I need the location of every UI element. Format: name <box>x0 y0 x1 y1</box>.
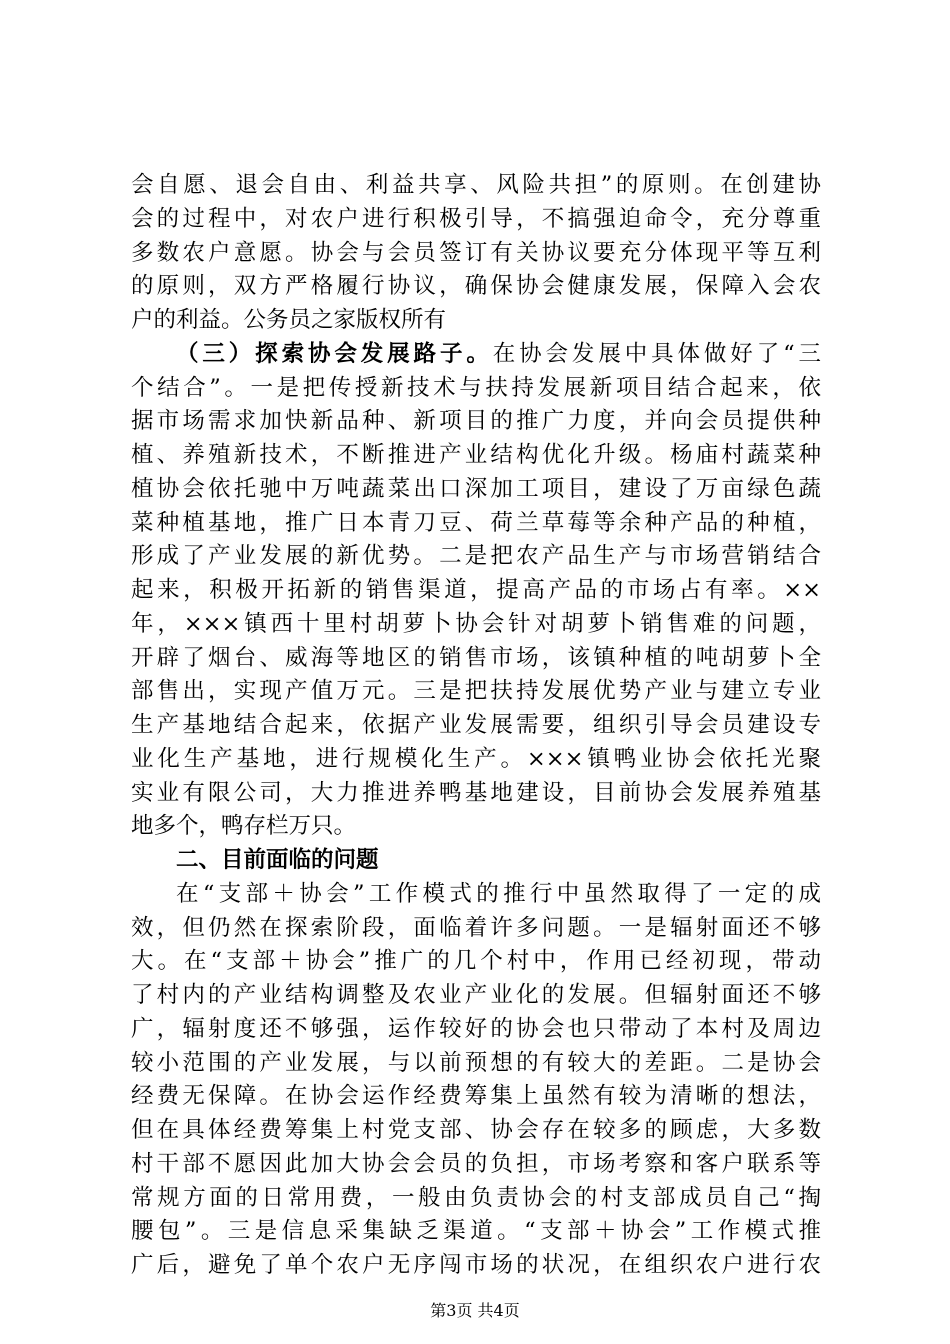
text-line: 植、养殖新技术，不断推进产业结构优化升级。杨庙村蔬菜种 <box>131 442 821 468</box>
text-line: 较小范围的产业发展，与以前预想的有较大的差距。二是协会 <box>131 1050 821 1076</box>
text-line: 部售出，实现产值万元。三是把扶持发展优势产业与建立专业 <box>131 678 821 704</box>
text-line: 村干部不愿因此加大协会会员的负担，市场考察和客户联系等 <box>131 1151 821 1177</box>
text-line: 广，辐射度还不够强，运作较好的协会也只带动了本村及周边 <box>131 1016 821 1042</box>
section-heading: 二、目前面临的问题 <box>176 847 379 873</box>
text-line: 会自愿、退会自由、利益共享、风险共担”的原则。在创建协 <box>131 172 821 198</box>
paragraph-lead-line <box>176 338 821 372</box>
text-line: 大。在“支部＋协会”推广的几个村中，作用已经初现，带动 <box>131 948 821 974</box>
text-line: 生产基地结合起来，依据产业发展需要，组织引导会员建设专 <box>131 712 821 738</box>
text-line: 在“支部＋协会”工作模式的推行中虽然取得了一定的成 <box>176 881 821 907</box>
paragraph-lead-rest: 在协会发展中具体做好了“三 <box>492 341 821 367</box>
text-line: 地多个，鸭存栏万只。 <box>131 813 357 839</box>
text-line: 形成了产业发展的新优势。二是把农产品生产与市场营销结合 <box>131 543 821 569</box>
text-line: 效，但仍然在探索阶段，面临着许多问题。一是辐射面还不够 <box>131 915 821 941</box>
text-line: 多数农户意愿。协会与会员签订有关协议要充分体现平等互利 <box>131 240 821 266</box>
text-line: 腰包”。三是信息采集缺乏渠道。“支部＋协会”工作模式推 <box>131 1218 821 1244</box>
text-line: 户的利益。公务员之家版权所有 <box>131 307 447 333</box>
text-line: 但在具体经费筹集上村党支部、协会存在较多的顾虑，大多数 <box>131 1117 821 1143</box>
text-line: 菜种植基地，推广日本青刀豆、荷兰草莓等余种产品的种植， <box>131 510 821 536</box>
text-line: 年，×××镇西十里村胡萝卜协会针对胡萝卜销售难的问题， <box>131 611 821 637</box>
text-line: 植协会依托驰中万吨蔬菜出口深加工项目，建设了万亩绿色蔬 <box>131 476 821 502</box>
paragraph-lead-bold: （三）探索协会发展路子。 <box>176 341 493 367</box>
page-number: 第3页 共4页 <box>430 1301 520 1320</box>
text-line: 个结合”。一是把传授新技术与扶持发展新项目结合起来，依 <box>131 375 821 401</box>
text-line: 开辟了烟台、威海等地区的销售市场，该镇种植的吨胡萝卜全 <box>131 645 821 671</box>
text-line: 经费无保障。在协会运作经费筹集上虽然有较为清晰的想法， <box>131 1083 821 1109</box>
text-line: 会的过程中，对农户进行积极引导，不搞强迫命令，充分尊重 <box>131 206 821 232</box>
text-line: 的原则，双方严格履行协议，确保协会健康发展，保障入会农 <box>131 273 821 299</box>
text-line: 广后，避免了单个农户无序闯市场的状况，在组织农户进行农 <box>131 1252 821 1278</box>
text-line: 起来，积极开拓新的销售渠道，提高产品的市场占有率。×× <box>131 577 821 603</box>
text-line: 据市场需求加快新品种、新项目的推广力度，并向会员提供种 <box>131 408 821 434</box>
text-line: 实业有限公司，大力推进养鸭基地建设，目前协会发展养殖基 <box>131 780 821 806</box>
text-line: 常规方面的日常用费，一般由负责协会的村支部成员自己“掏 <box>131 1185 821 1211</box>
text-line: 了村内的产业结构调整及农业产业化的发展。但辐射面还不够 <box>131 982 821 1008</box>
text-line: 业化生产基地，进行规模化生产。×××镇鸭业协会依托光聚 <box>131 746 821 772</box>
